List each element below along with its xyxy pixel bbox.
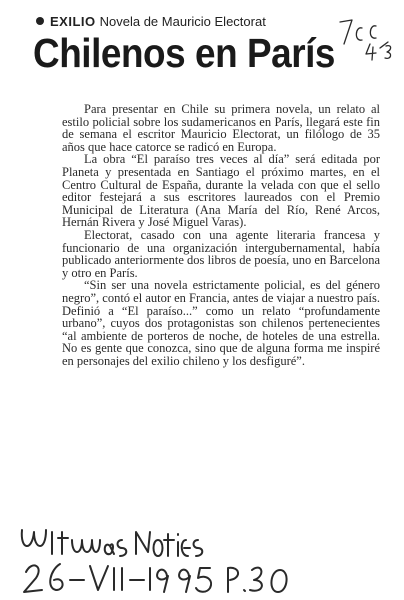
headline: Chilenos en París (33, 30, 336, 76)
bullet-icon (36, 17, 44, 25)
kicker (36, 14, 266, 29)
section-label: EXILIO (50, 14, 96, 29)
kicker-subtitle: Novela de Mauricio Electorat (99, 14, 266, 29)
article-body (62, 103, 380, 367)
handwritten-date-note (24, 564, 287, 592)
paragraph: Para presentar en Chile su primera novela, un relato al estilo policial sobre los sudamericanos en París, llegará este fin de semana el escritor Mauricio Electorat, un filólogo de 35 años que hace catorce se radicó en Europa. (62, 102, 380, 154)
paragraph: Electorat, casado con una agente literaria francesa y funcionario de una organización intergubernamental, había publicado anteriormente dos libros de poesía, uno en Barcelona y otro en París. (62, 227, 380, 280)
handwritten-margin-note (340, 20, 391, 60)
handwritten-source-note (22, 530, 203, 556)
paragraph: La obra “El paraíso tres veces al día” será editada por Planeta y presentada en Santiago el próximo martes, en el Centro Cultural de España, durante la velada con que el sello editor festejará a sus escritores laureados con el Premio Municipal de Literatura (Ana María del Río, René Arcos, Hernán Rivera y José Miguel Varas). (62, 152, 380, 230)
paragraph: “Sin ser una novela estrictamente policial, es del género negro”, contó el autor en Francia, antes de viajar a nuestro país. Definió a “El paraíso...” como un relato “profundamente urbano”, cuyos dos protagonistas son chilenos pertenecientes “al ambiente de porteros de noche, de hoteles de una estrella. No es gente que conozca, sino que de alguna forma me inspiré en personajes del exilio chileno y los desfiguré”. (62, 278, 380, 368)
